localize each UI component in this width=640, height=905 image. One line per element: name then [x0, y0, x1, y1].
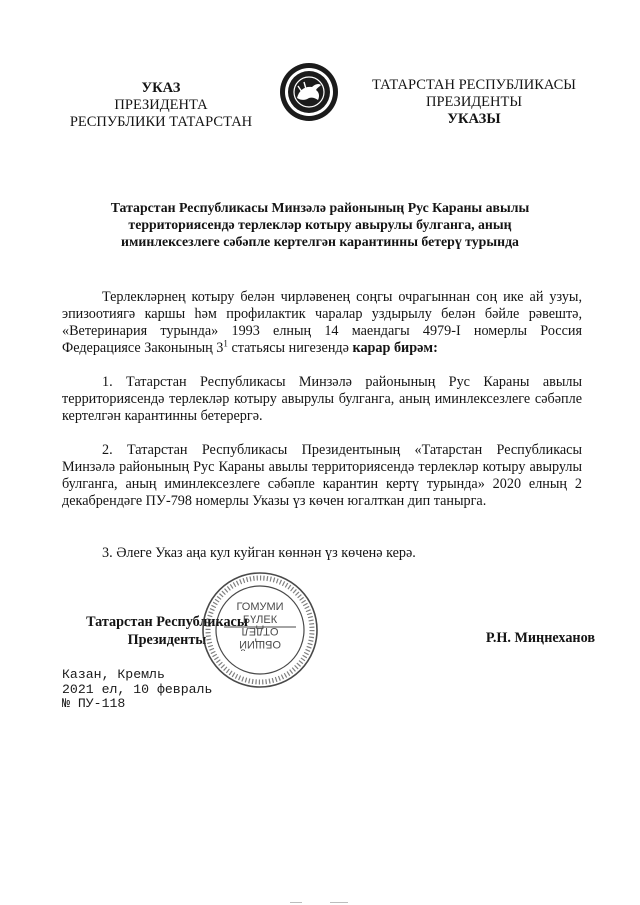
stamp-line4: ОБЩИЙ [239, 638, 281, 650]
header-right-line1: ТАТАРСТАН РЕСПУБЛИКАСЫ [372, 77, 576, 93]
coat-of-arms-icon [279, 62, 339, 122]
footer-place: Казан, Кремль [62, 667, 165, 682]
title-line1: Татарстан Республикасы Минзәлә районының Рус Караны авылы [110, 200, 530, 215]
header-right-line3: УКАЗЫ [447, 111, 501, 127]
header-left-line3: РЕСПУБЛИКИ ТАТАРСТАН [69, 114, 253, 130]
title-line3: иминлексезлеге сәбәпле кертелгән карантинны бетерү турында [121, 234, 519, 249]
item-2-text: 2. Татарстан Республикасы Президентының «Татарстан Республикасы Минзәлә районының Рус Караны авылы территориясендә терлекләр котыру авырулы булганга, аның иминлексезлеге сәбәпле карантин кертү турында» 2020 елның 2 декабрендәге ПУ-798 номерлы Указы үз көчен югалткан дип танырга. [62, 442, 582, 509]
header-left-line1: УКАЗ [141, 80, 181, 96]
preamble-text: Терлекләрнең котыру белән чирләвенең соңгы очрагыннан соң ике ай узуы, эпизоотиягә каршы һәм профилактик чаралар уздырылу белән бәйле рәвештә, «Ветеринария турында» 1993 елның 14 маендагы 4979-I номерлы Россия Федерациясе Законының 3 [62, 289, 582, 356]
scan-artifact [330, 902, 348, 903]
header-left-block [58, 80, 264, 131]
title-line2: территориясендә терлекләр котыру авырулы булганга, аның [128, 217, 512, 232]
item-2-paragraph [62, 442, 582, 510]
article-superscript: 1 [223, 338, 228, 349]
scan-artifact [290, 902, 302, 903]
footer-date: 2021 ел, 10 февраль [62, 681, 213, 697]
header-right-line2: ПРЕЗИДЕНТЫ [425, 94, 523, 110]
footer-number: № ПУ-118 [62, 696, 126, 711]
preamble-paragraph [62, 289, 582, 357]
document-title [60, 199, 580, 250]
signature-org-line2: Президенты [127, 632, 207, 648]
header-left-line2: ПРЕЗИДЕНТА [114, 97, 208, 113]
item-1-paragraph [62, 374, 582, 425]
footer-block [62, 668, 212, 712]
signature-org-line1: Татарстан Республикасы [86, 614, 248, 630]
official-stamp [200, 570, 320, 690]
decision-phrase: карар бирәм: [352, 340, 438, 356]
item-1-text: 1. Татарстан Республикасы Минзәлә районының Рус Караны авылы территориясендә терлекләр котыру авырулы булганга, аның иминлексезлеге сәбәпле кертелгән карантинны бетерергә. [62, 374, 582, 424]
preamble-tail: статьясы нигезендә [227, 340, 353, 356]
stamp-line3: ОТДЕЛ [241, 625, 279, 637]
stamp-line1: ГОМУМИ [236, 601, 284, 613]
header-right-block [356, 77, 592, 128]
item-3-paragraph [62, 545, 582, 562]
item-3-text: 3. Әлеге Указ аңа кул куйган көннән үз көченә керә. [102, 545, 416, 561]
stamp-line2: БҮЛЕК [242, 614, 278, 626]
signatory-name: Р.Н. Миңнеханов [485, 630, 595, 646]
